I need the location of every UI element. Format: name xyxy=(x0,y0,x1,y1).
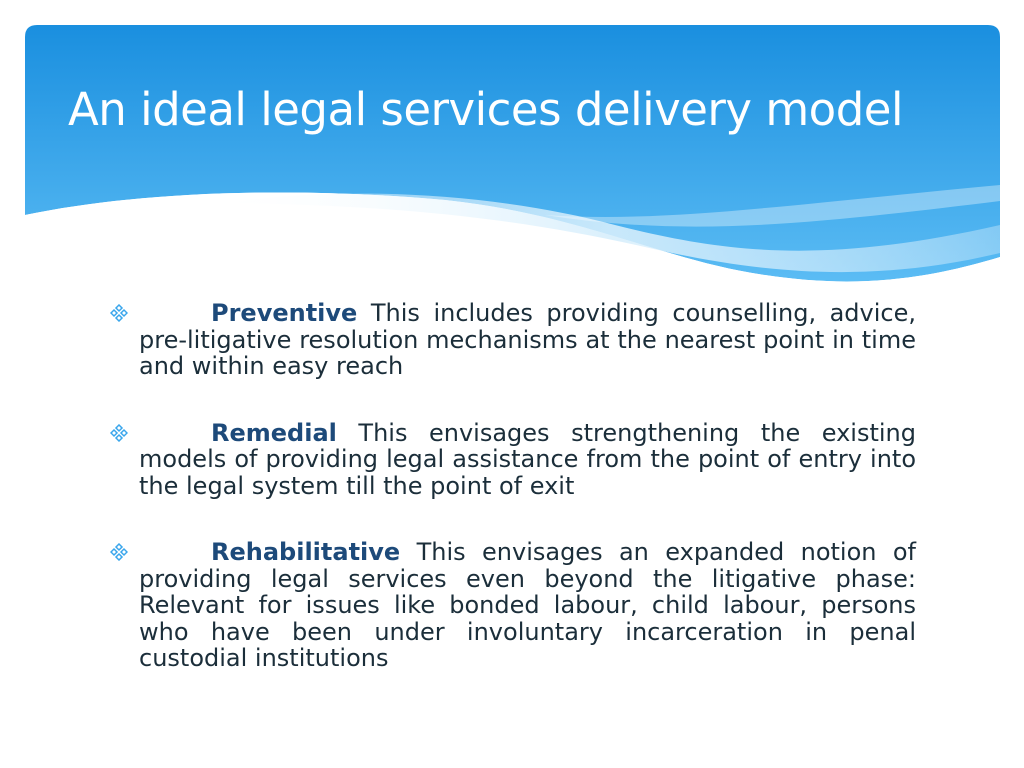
bullet-text: This envisages an expanded notion of providing legal services even beyond the litigative phase: Relevant for issues like bonded labour, child labour, persons who have been under involuntary incarceration in penal custodial institutions xyxy=(139,538,916,672)
bullet-text: This envisages strengthening the existing models of providing legal assistance from the point of entry into the legal system till the point of exit xyxy=(139,418,916,500)
bullet-list xyxy=(106,300,916,672)
title-banner xyxy=(25,25,1000,295)
bullet-item-rehabilitative xyxy=(106,539,916,672)
bullet-term: Preventive xyxy=(211,299,358,327)
bullet-text: This includes providing counselling, advice, pre-litigative resolution mechanisms at the nearest point in time and within easy reach xyxy=(139,299,916,380)
bullet-term: Rehabilitative xyxy=(211,538,401,566)
slide-title: An ideal legal services delivery model xyxy=(68,83,903,136)
bullet-term: Remedial xyxy=(211,418,337,447)
bullet-item-remedial xyxy=(106,420,916,500)
four-diamond-bullet-icon xyxy=(110,304,128,322)
four-diamond-bullet-icon xyxy=(110,424,128,442)
bullet-item-preventive xyxy=(106,300,916,380)
banner-wave-graphic xyxy=(25,25,1000,295)
four-diamond-bullet-icon xyxy=(110,543,128,561)
